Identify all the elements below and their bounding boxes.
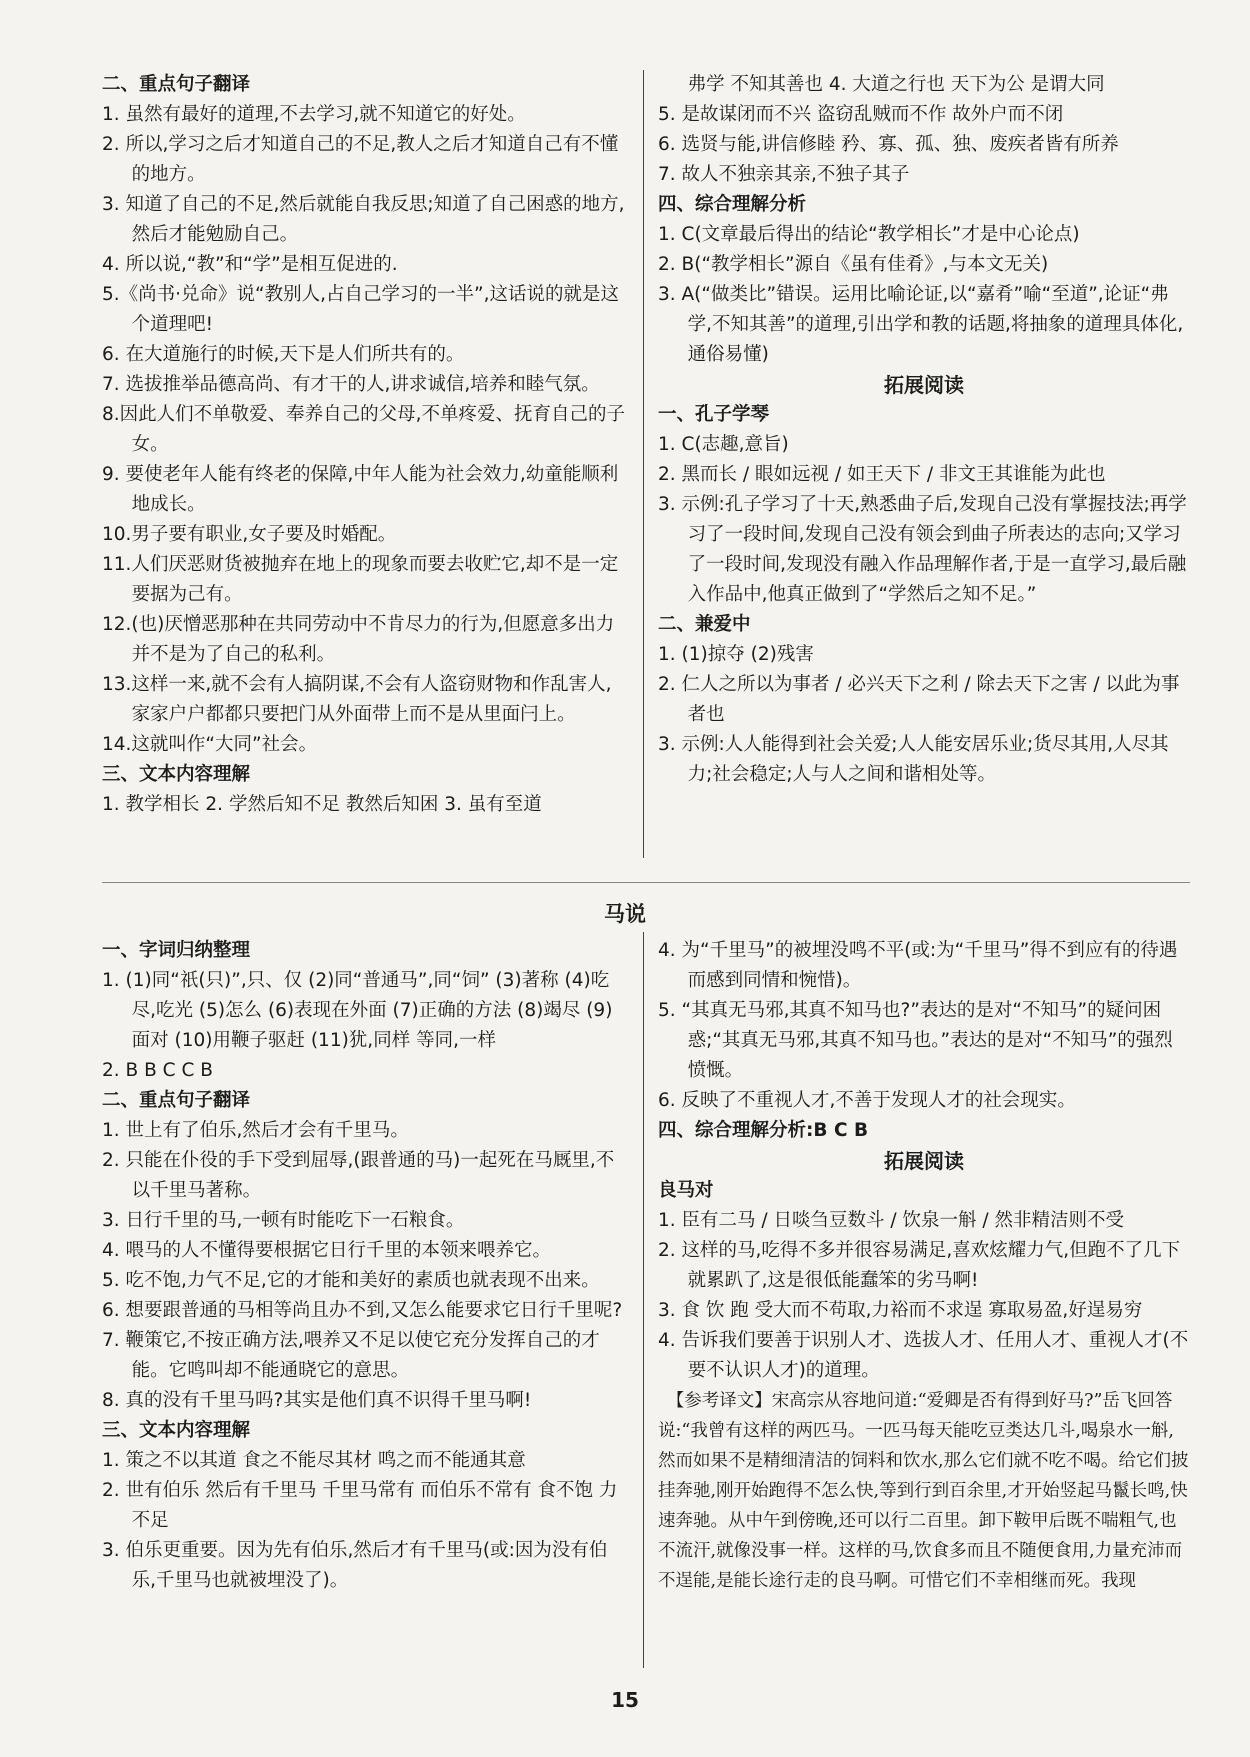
list-item: 3. 食 饮 跑 受大而不苟取,力裕而不求逞 寡取易盈,好逞易穷 <box>658 1300 1143 1321</box>
extended-reading-title: 拓展阅读 <box>884 373 964 397</box>
list-item: 3. 示例:孔子学习了十天,熟悉曲子后,发现自己没有掌握技法;再学习了一段时间,发现自己没有领会到曲子所表达的志向;又学习了一段时间,发现没有融入作品理解作者,于是一直学习,最后融入作品中,他真正做到了“学然后之知不足。” <box>658 494 1187 605</box>
section-title: 四、综合理解分析:B C B <box>658 1120 869 1141</box>
list-item: 10.男子要有职业,女子要及时婚配。 <box>102 524 397 545</box>
list-item: 4. 告诉我们要善于识别人才、选拔人才、任用人才、重视人才(不要不认识人才)的道理。 <box>658 1330 1189 1381</box>
column-divider-bottom <box>643 932 644 1668</box>
list-item: 6. 选贤与能,讲信修睦 矜、寡、孤、独、废疾者皆有所养 <box>658 134 1119 155</box>
list-item: 2. 黑而长 / 眼如远视 / 如王天下 / 非文王其谁能为此也 <box>658 464 1106 485</box>
list-item: 11.人们厌恶财货被抛弃在地上的现象而要去收贮它,却不是一定要据为己有。 <box>102 554 619 605</box>
page-number: 15 <box>611 1688 639 1712</box>
list-item: 1. 臣有二马 / 日啖刍豆数斗 / 饮泉一斛 / 然非精洁则不受 <box>658 1210 1125 1231</box>
list-item: 14.这就叫作“大同”社会。 <box>102 734 318 755</box>
list-item: 2. B(“教学相长”源自《虽有佳肴》,与本文无关) <box>658 254 1049 275</box>
list-item: 2. 所以,学习之后才知道自己的不足,教人之后才知道自己有不懂的地方。 <box>102 134 619 185</box>
list-item: 3. 日行千里的马,一顿有时能吃下一石粮食。 <box>102 1210 465 1231</box>
list-item: 1. (1)掠夺 (2)残害 <box>658 644 814 665</box>
section-title: 一、孔子学琴 <box>658 404 770 425</box>
list-item: 2. 只能在仆役的手下受到屈辱,(跟普通的马)一起死在马厩里,不以千里马著称。 <box>102 1150 615 1201</box>
section-title: 良马对 <box>658 1180 714 1201</box>
reference-translation: 【参考译文】宋高宗从容地问道:“爱卿是否有得到好马?”岳飞回答说:“我曾有这样的两匹马。一匹马每天能吃豆类达几斗,喝泉水一斛,然而如果不是精细清洁的饲料和饮水,那么它们就不吃不喝。给它们披挂奔驰,刚开始跑得不怎么快,等到行到百余里,才开始竖起马鬣长鸣,快速奔驰。从中午到傍晚,还可以行二百里。卸下鞍甲后既不喘粗气,也不流汗,就像没事一样。这样的马,饮食多而且不随便食用,力量充沛而不逞能,是能长途行走的良马啊。可惜它们不幸相继而死。我现 <box>658 1391 1189 1591</box>
section-title: 三、文本内容理解 <box>102 764 251 785</box>
list-item: 2. 世有伯乐 然后有千里马 千里马常有 而伯乐不常有 食不饱 力不足 <box>102 1480 618 1531</box>
list-item: 8. 真的没有千里马吗?其实是他们真不识得千里马啊! <box>102 1390 532 1411</box>
list-item: 1. C(文章最后得出的结论“教学相长”才是中心论点) <box>658 224 1080 245</box>
bottom-left-column <box>102 936 630 1596</box>
section-divider <box>102 882 1190 883</box>
list-item: 4. 所以说,“教”和“学”是相互促进的. <box>102 254 398 275</box>
list-item: 5. 是故谋闭而不兴 盗窃乱贼而不作 故外户而不闭 <box>658 104 1064 125</box>
top-left-column <box>102 70 630 820</box>
list-item: 4. 喂马的人不懂得要根据它日行千里的本领来喂养它。 <box>102 1240 552 1261</box>
top-right-column <box>658 70 1190 790</box>
list-item: 7. 鞭策它,不按正确方法,喂养又不足以使它充分发挥自己的才能。它鸣叫却不能通晓它的意思。 <box>102 1330 600 1381</box>
section-title: 二、重点句子翻译 <box>102 74 251 95</box>
list-item: 1. 虽然有最好的道理,不去学习,就不知道它的好处。 <box>102 104 526 125</box>
list-item: 6. 在大道施行的时候,天下是人们所共有的。 <box>102 344 465 365</box>
column-divider-top <box>643 70 644 858</box>
list-item: 6. 反映了不重视人才,不善于发现人才的社会现实。 <box>658 1090 1076 1111</box>
list-item: 3. 知道了自己的不足,然后就能自我反思;知道了自己困惑的地方,然后才能勉励自己。 <box>102 194 625 245</box>
list-item: 1. 策之不以其道 食之不能尽其材 鸣之而不能通其意 <box>102 1450 526 1471</box>
list-item: 3. 示例:人人能得到社会关爱;人人能安居乐业;货尽其用,人尽其力;社会稳定;人与人之间和谐相处等。 <box>658 734 1169 785</box>
list-item: 2. 仁人之所以为事者 / 必兴天下之利 / 除去天下之害 / 以此为事者也 <box>658 674 1180 725</box>
list-item: 弗学 不知其善也 4. 大道之行也 天下为公 是谓大同 <box>687 74 1105 95</box>
list-item: 1. (1)同“祇(只)”,只、仅 (2)同“普通马”,同“饲” (3)著称 (4)吃尽,吃光 (5)怎么 (6)表现在外面 (7)正确的方法 (8)竭尽 (9)面对 (10)用鞭子驱赶 (11)犹,同样 等同,一样 <box>102 970 613 1051</box>
list-item: 8.因此人们不单敬爱、奉养自己的父母,不单疼爱、抚育自己的子女。 <box>102 404 626 455</box>
list-item: 7. 故人不独亲其亲,不独子其子 <box>658 164 910 185</box>
list-item: 1. C(志趣,意旨) <box>658 434 789 455</box>
list-item: 12.(也)厌憎恶那种在共同劳动中不肯尽力的行为,但愿意多出力并不是为了自己的私利。 <box>102 614 615 665</box>
list-item: 7. 选拔推举品德高尚、有才干的人,讲求诚信,培养和睦气氛。 <box>102 374 600 395</box>
list-item: 4. 为“千里马”的被埋没鸣不平(或:为“千里马”得不到应有的待遇而感到同情和惋惜)。 <box>658 940 1178 991</box>
section-title: 二、兼爱中 <box>658 614 751 635</box>
list-item: 6. 想要跟普通的马相等尚且办不到,又怎么能要求它日行千里呢? <box>102 1300 623 1321</box>
bottom-right-column <box>658 936 1190 1596</box>
list-item: 2. B B C C B <box>102 1060 213 1081</box>
extended-reading-title: 拓展阅读 <box>884 1149 964 1173</box>
list-item: 2. 这样的马,吃得不多并很容易满足,喜欢炫耀力气,但跑不了几下就累趴了,这是很低能蠢笨的劣马啊! <box>658 1240 1181 1291</box>
list-item: 3. 伯乐更重要。因为先有伯乐,然后才有千里马(或:因为没有伯乐,千里马也就被埋没了)。 <box>102 1540 608 1591</box>
list-item: 1. 教学相长 2. 学然后知不足 教然后知困 3. 虽有至道 <box>102 794 542 815</box>
list-item: 9. 要使老年人能有终老的保障,中年人能为社会效力,幼童能顺利地成长。 <box>102 464 619 515</box>
section-title: 三、文本内容理解 <box>102 1420 251 1441</box>
list-item: 1. 世上有了伯乐,然后才会有千里马。 <box>102 1120 409 1141</box>
list-item: 5.《尚书·兑命》说“教别人,占自己学习的一半”,这话说的就是这个道理吧! <box>102 284 619 335</box>
list-item: 5. 吃不饱,力气不足,它的才能和美好的素质也就表现不出来。 <box>102 1270 600 1291</box>
section-title: 四、综合理解分析 <box>658 194 807 215</box>
lesson-title: 马说 <box>604 902 646 926</box>
section-title: 二、重点句子翻译 <box>102 1090 251 1111</box>
list-item: 3. A(“做类比”错误。运用比喻论证,以“嘉肴”喻“至道”,论证“弗学,不知其善”的道理,引出学和教的话题,将抽象的道理具体化,通俗易懂) <box>658 284 1184 365</box>
list-item: 5. “其真无马邪,其真不知马也?”表达的是对“不知马”的疑问困惑;“其真无马邪,其真不知马也。”表达的是对“不知马”的强烈愤慨。 <box>658 1000 1173 1081</box>
section-title: 一、字词归纳整理 <box>102 940 251 961</box>
list-item: 13.这样一来,就不会有人搞阴谋,不会有人盗窃财物和作乱害人,家家户户都都只要把门从外面带上而不是从里面闩上。 <box>102 674 612 725</box>
